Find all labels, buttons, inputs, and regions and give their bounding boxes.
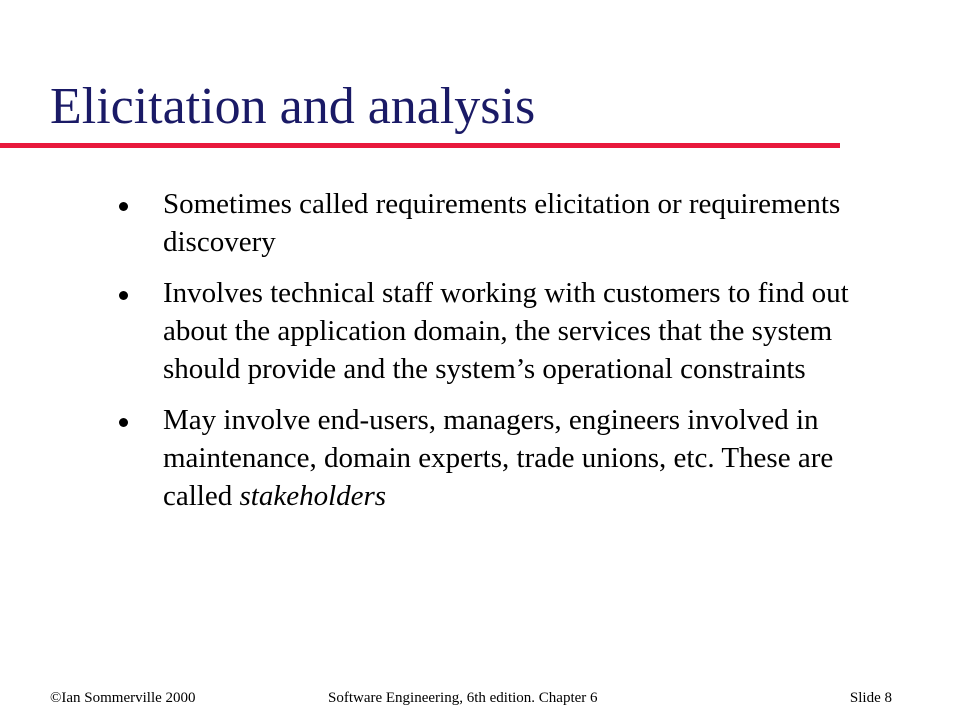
footer-copyright: ©Ian Sommerville 2000 [50,690,196,706]
footer-book-title: Software Engineering, 6th edition. Chapter 6 [328,690,598,706]
stakeholders-emphasis: stakeholders [239,480,387,512]
bullet-text: Sometimes called requirements elicitation or requirements discovery [163,188,841,258]
bullet-list [0,185,960,528]
bullet-text: May involve end-users, managers, engineers involved in maintenance, domain experts, trade unions, etc. These are called stakeholders [163,404,834,512]
bullet-item-1 [0,185,893,261]
slide-footer [0,688,960,708]
bullet-dot-icon [119,418,128,427]
footer-slide-number: Slide 8 [849,690,892,706]
bullet-text: Involves technical staff working with customers to find out about the application domain, the services that the system should provide and the system’s operational constraints [163,277,849,385]
bullet-item-3 [0,401,893,515]
bullet-dot-icon [119,291,128,300]
slide-title: Elicitation and analysis [50,78,536,135]
title-underline-rule [0,143,840,148]
bullet-dot-icon [119,202,128,211]
bullet-item-2 [0,274,893,388]
